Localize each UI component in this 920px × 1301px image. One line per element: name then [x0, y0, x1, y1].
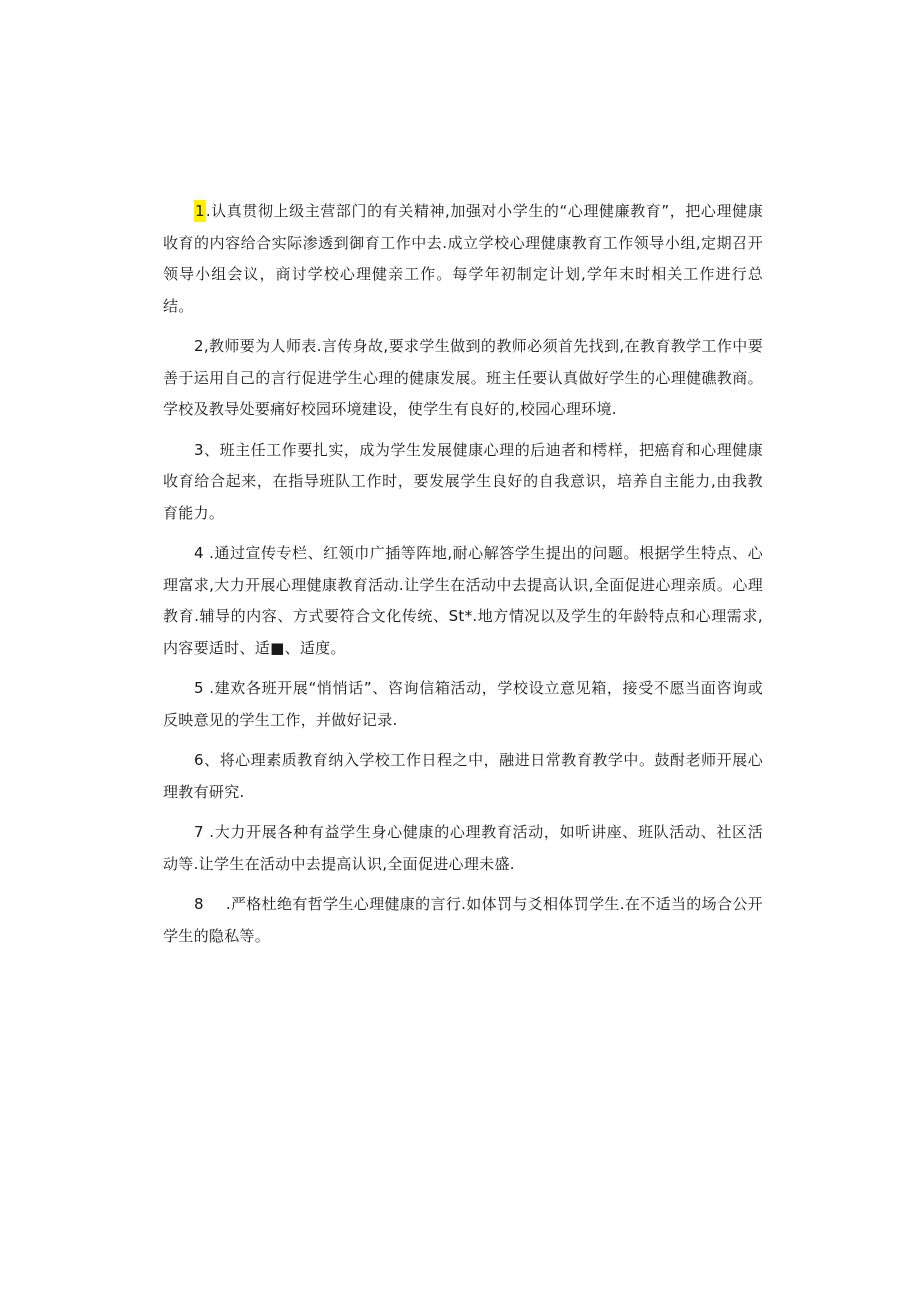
paragraph-text: 6、将心理素质教育纳入学校工作日程之中，融进日常教育教学中。鼓酎老师开展心理教有研究.: [163, 751, 763, 801]
paragraph-text: 3、班主任工作要扎实，成为学生发展健康心理的后迪者和樗样，把癌育和心理健康收育给合起来，在指导班队工作时，要发展学生良好的自我意识，培养自主能力,由我教育能力。: [163, 440, 763, 522]
paragraph-3: [163, 435, 763, 530]
paragraph-number: 8: [194, 895, 204, 913]
paragraph-7: [163, 817, 763, 880]
paragraph-5: [163, 673, 763, 736]
paragraph-6: [163, 745, 763, 808]
paragraph-text: .认真贯彻上级主营部门的有关精神,加强对小学生的“心理健廉教育”，把心理健康收育的内容给合实际渗透到御育工作中去.成立学校心理健康教育工作领导小组,定期召开领导小组会议，商讨学校心理健亲工作。每学年初制定计划,学年末时相关工作进行总结。: [163, 202, 763, 315]
paragraph-1: [163, 196, 763, 322]
paragraph-text: .大力开展各种有益学生身心健康的心理教育活动，如听讲座、班队活动、社区活动等.让学生在活动中去提高认识,全面促进心理未盛.: [163, 823, 763, 873]
paragraph-2: [163, 331, 763, 426]
paragraph-number: 4: [194, 544, 204, 562]
paragraph-8: [163, 889, 763, 952]
highlighted-number: 1: [195, 202, 205, 220]
paragraph-number: 7: [194, 823, 204, 841]
paragraph-number: 5: [194, 679, 204, 697]
document-body: [163, 196, 763, 961]
paragraph-text: .严格杜绝有哲学生心理健康的言行.如体罚与爻相体罚学生.在不适当的场合公开学生的隐私等。: [163, 895, 763, 945]
paragraph-4: [163, 538, 763, 664]
paragraph-text: .建欢各班开展“悄悄话”、咨询信箱活动，学校设立意见箱，接受不愿当面咨询或反映意见的学生工作，并做好记录.: [163, 679, 763, 729]
paragraph-text: .通过宣传专栏、红领巾广插等阵地,耐心解答学生提出的问题。根据学生特点、心理富求,大力开展心理健康教育活动.让学生在活动中去提高认识,全面促进心理亲质。心理教育.辅导的内容、方式要符合文化传统、St*.地方情况以及学生的年龄特点和心理需求,内容要适时、适■、适度。: [163, 544, 763, 657]
paragraph-text: 2,教师要为人师表.言传身故,要求学生做到的教师必须首先找到,在教育教学工作中要善于运用自己的言行促进学生心理的健康发展。班主任要认真做好学生的心理健礁教商。学校及教导处要痛好校园环境建设，使学生有良好的,校园心理环境.: [163, 337, 763, 418]
